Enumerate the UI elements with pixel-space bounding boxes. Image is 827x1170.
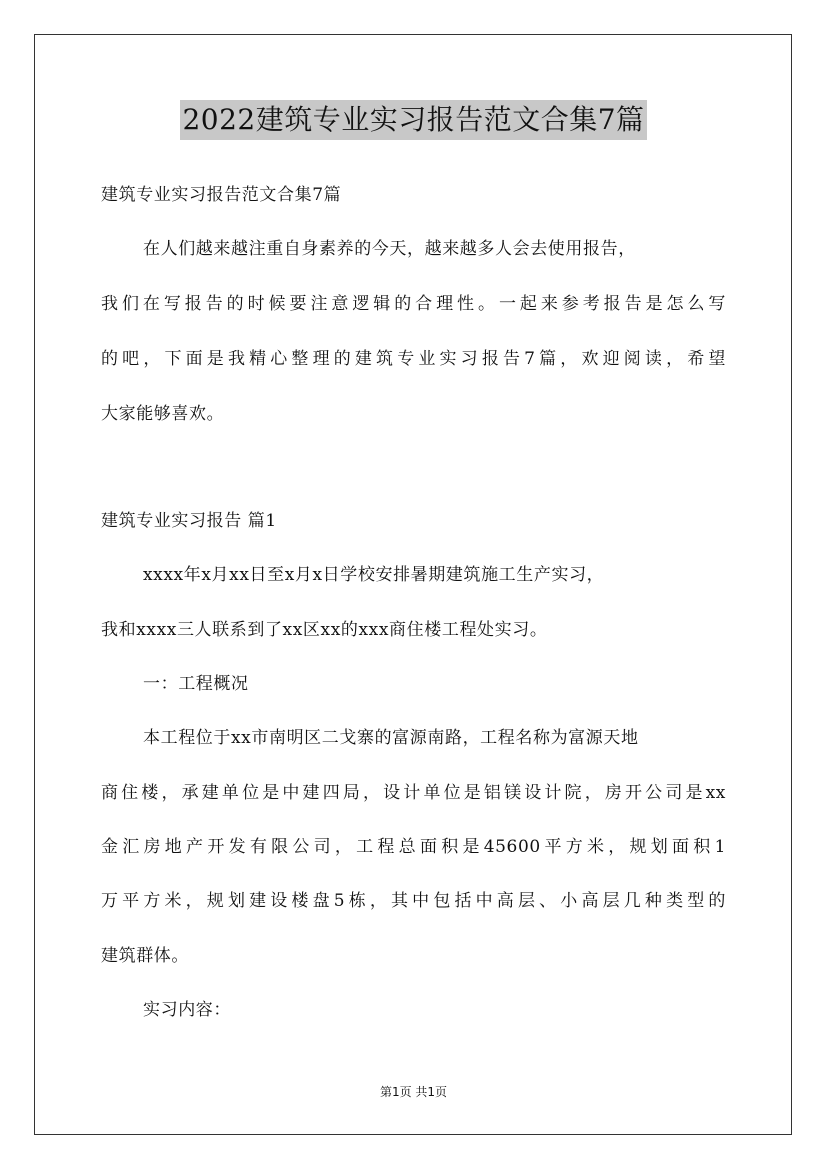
subsection-heading: 一：工程概况	[143, 674, 249, 694]
intro-line-3: 的吧，下面是我精心整理的建筑专业实习报告7篇，欢迎阅读，希望	[101, 349, 726, 369]
section-line-9: 实习内容：	[143, 1000, 231, 1020]
document-title-text: 2022建筑专业实习报告范文合集7篇	[180, 100, 646, 140]
section-line-4: 本工程位于xx市南明区二戈寨的富源南路，工程名称为富源天地	[143, 728, 639, 748]
section-line-6: 金汇房地产开发有限公司，工程总面积是45600平方米，规划面积1	[101, 837, 726, 857]
page-number-footer: 第1页 共1页	[379, 1085, 448, 1099]
intro-line-4: 大家能够喜欢。	[101, 404, 225, 424]
document-subtitle: 建筑专业实习报告范文合集7篇	[101, 185, 342, 205]
section-line-8: 建筑群体。	[101, 946, 189, 966]
section-line-2: 我和xxxx三人联系到了xx区xx的xxx商住楼工程处实习。	[101, 620, 548, 640]
intro-line-1: 在人们越来越注重自身素养的今天，越来越多人会去使用报告，	[143, 239, 636, 259]
section-line-1: xxxx年x月xx日至x月x日学校安排暑期建筑施工生产实习，	[143, 565, 605, 585]
section-line-7: 万平方米，规划建设楼盘5栋，其中包括中高层、小高层几种类型的	[101, 891, 726, 911]
document-title	[0, 100, 827, 140]
section-line-5: 商住楼，承建单位是中建四局，设计单位是铝镁设计院，房开公司是xx	[101, 783, 726, 803]
section-heading: 建筑专业实习报告 篇1	[101, 511, 277, 531]
intro-line-2: 我们在写报告的时候要注意逻辑的合理性。一起来参考报告是怎么写	[101, 294, 726, 314]
